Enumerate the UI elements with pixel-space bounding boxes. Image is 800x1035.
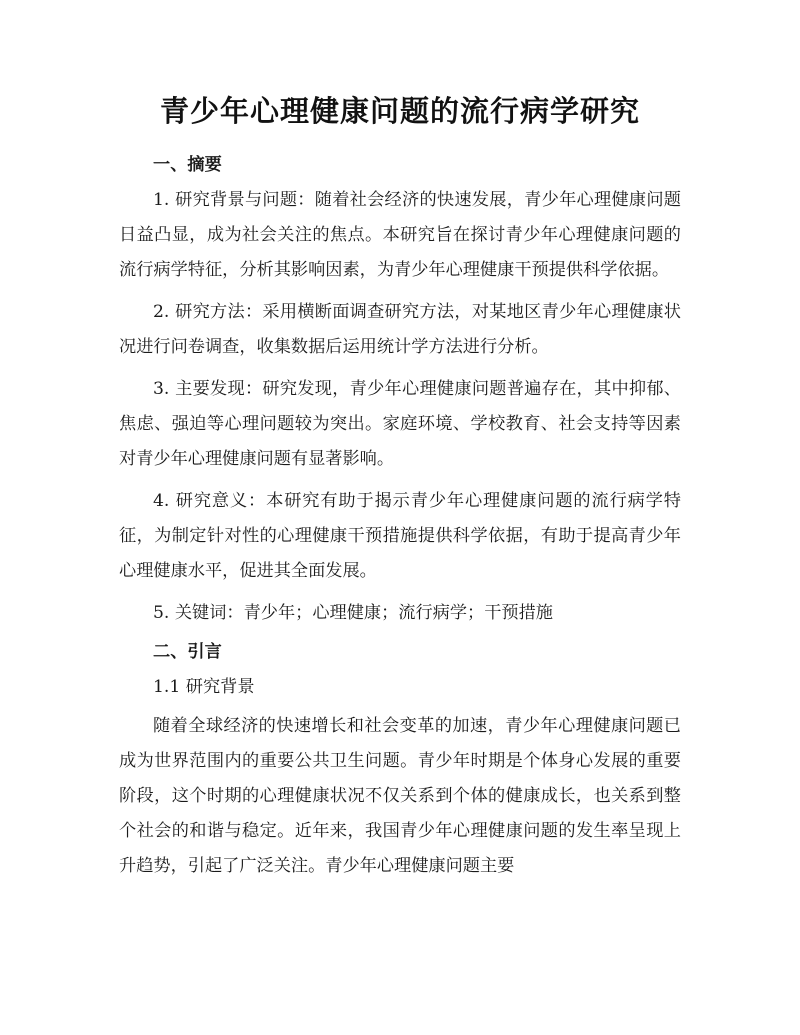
intro-paragraph: 随着全球经济的快速增长和社会变革的加速，青少年心理健康问题已成为世界范围内的重要公共卫生问题。青少年时期是个体身心发展的重要阶段，这个时期的心理健康状况不仅关系到个体的健康成长，也关系到整个社会的和谐与稳定。近年来，我国青少年心理健康问题的发生率呈现上升趋势，引起了广泛关注。青少年心理健康问题主要 (119, 716, 681, 876)
abstract-item-significance: 4. 研究意义：本研究有助于揭示青少年心理健康问题的流行病学特征，为制定针对性的心理健康干预措施提供科学依据，有助于提高青少年心理健康水平，促进其全面发展。 (119, 491, 681, 581)
abstract-item-methods: 2. 研究方法：采用横断面调查研究方法，对某地区青少年心理健康状况进行问卷调查，收集数据后运用统计学方法进行分析。 (119, 302, 681, 357)
abstract-item-findings: 3. 主要发现：研究发现，青少年心理健康问题普遍存在，其中抑郁、焦虑、强迫等心理问题较为突出。家庭环境、学校教育、社会支持等因素对青少年心理健康问题有显著影响。 (119, 379, 681, 469)
intro-subheading: 1.1 研究背景 (153, 677, 255, 697)
abstract-heading: 一、摘要 (153, 155, 222, 175)
abstract-item-background: 1. 研究背景与问题：随着社会经济的快速发展，青少年心理健康问题日益凸显，成为社会关注的焦点。本研究旨在探讨青少年心理健康问题的流行病学特征，分析其影响因素，为青少年心理健康干预提供科学依据。 (119, 190, 681, 280)
abstract-item-keywords: 5. 关键词：青少年；心理健康；流行病学；干预措施 (153, 603, 553, 623)
intro-heading: 二、引言 (153, 642, 222, 662)
document-title: 青少年心理健康问题的流行病学研究 (159, 94, 640, 128)
document-body (119, 148, 681, 884)
